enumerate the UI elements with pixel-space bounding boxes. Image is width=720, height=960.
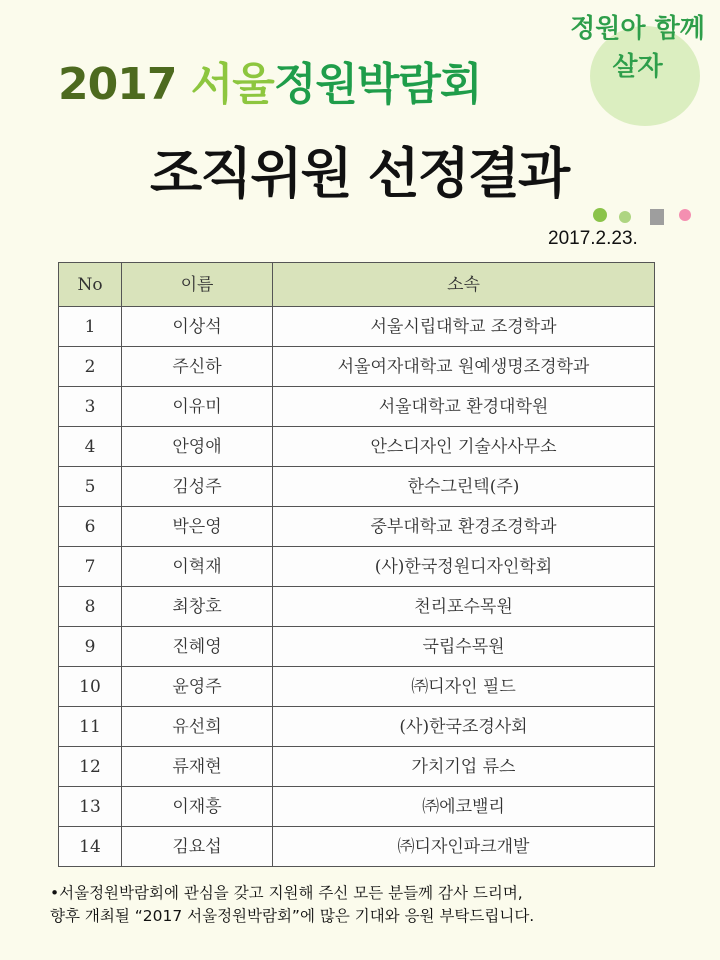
cell-affiliation: ㈜디자인 필드 — [273, 667, 655, 707]
garden-illustration-logo — [560, 6, 715, 134]
cell-no: 11 — [59, 707, 122, 747]
table-row — [59, 787, 655, 827]
column-header-name: 이름 — [122, 263, 273, 307]
garden-plants-illustration — [590, 205, 710, 225]
table-row — [59, 707, 655, 747]
footer-line-2: 향후 개최될 “2017 서울정원박람회”에 많은 기대와 응원 부탁드립니다. — [50, 907, 535, 925]
cell-name: 주신하 — [122, 347, 273, 387]
table-row — [59, 627, 655, 667]
cell-name: 이유미 — [122, 387, 273, 427]
table-row — [59, 747, 655, 787]
table-row — [59, 387, 655, 427]
cell-affiliation: 국립수목원 — [273, 627, 655, 667]
cell-no: 2 — [59, 347, 122, 387]
cell-name: 김성주 — [122, 467, 273, 507]
table-row — [59, 307, 655, 347]
cell-name: 이혁재 — [122, 547, 273, 587]
title-garden-expo: 정원박람회 — [273, 59, 482, 110]
cell-affiliation: 한수그린텍(주) — [273, 467, 655, 507]
cell-no: 14 — [59, 827, 122, 867]
page-subtitle: 조직위원 선정결과 — [150, 142, 569, 205]
cell-name: 유선희 — [122, 707, 273, 747]
cell-no: 9 — [59, 627, 122, 667]
cell-name: 류재현 — [122, 747, 273, 787]
committee-table — [58, 262, 655, 867]
cell-name: 안영애 — [122, 427, 273, 467]
cell-name: 최창호 — [122, 587, 273, 627]
title-seoul: 서울 — [190, 59, 274, 110]
table-header-row — [59, 263, 655, 307]
table-row — [59, 587, 655, 627]
cell-name: 이상석 — [122, 307, 273, 347]
cell-affiliation: 서울여자대학교 원예생명조경학과 — [273, 347, 655, 387]
cell-no: 6 — [59, 507, 122, 547]
cell-no: 1 — [59, 307, 122, 347]
cell-no: 4 — [59, 427, 122, 467]
cell-name: 이재흥 — [122, 787, 273, 827]
cell-affiliation: 안스디자인 기술사사무소 — [273, 427, 655, 467]
table-row — [59, 827, 655, 867]
table-row — [59, 547, 655, 587]
slogan-text: 정원아 함께 살자 — [570, 14, 705, 82]
table-row — [59, 507, 655, 547]
table-row — [59, 667, 655, 707]
cell-affiliation: ㈜에코밸리 — [273, 787, 655, 827]
cell-affiliation: 중부대학교 환경조경학과 — [273, 507, 655, 547]
cell-name: 김요섭 — [122, 827, 273, 867]
announcement-date: 2017.2.23. — [548, 228, 638, 249]
cell-no: 7 — [59, 547, 122, 587]
footer-line-1: •서울정원박람회에 관심을 갖고 지원해 주신 모든 분들께 감사 드리며, — [50, 884, 523, 902]
cell-affiliation: 가치기업 류스 — [273, 747, 655, 787]
table-row — [59, 467, 655, 507]
event-title — [58, 48, 481, 112]
cell-affiliation: 천리포수목원 — [273, 587, 655, 627]
title-year: 2017 — [58, 59, 177, 110]
cell-name: 박은영 — [122, 507, 273, 547]
cell-no: 8 — [59, 587, 122, 627]
table-row — [59, 427, 655, 467]
column-header-no: No — [59, 263, 122, 307]
cell-name: 윤영주 — [122, 667, 273, 707]
cell-affiliation: (사)한국조경사회 — [273, 707, 655, 747]
cell-name: 진혜영 — [122, 627, 273, 667]
cell-affiliation: 서울시립대학교 조경학과 — [273, 307, 655, 347]
cell-affiliation: (사)한국정원디자인학회 — [273, 547, 655, 587]
cell-no: 13 — [59, 787, 122, 827]
column-header-affiliation: 소속 — [273, 263, 655, 307]
table-row — [59, 347, 655, 387]
cell-no: 12 — [59, 747, 122, 787]
cell-no: 10 — [59, 667, 122, 707]
cell-affiliation: 서울대학교 환경대학원 — [273, 387, 655, 427]
footer-message — [50, 882, 534, 928]
cell-affiliation: ㈜디자인파크개발 — [273, 827, 655, 867]
cell-no: 3 — [59, 387, 122, 427]
cell-no: 5 — [59, 467, 122, 507]
